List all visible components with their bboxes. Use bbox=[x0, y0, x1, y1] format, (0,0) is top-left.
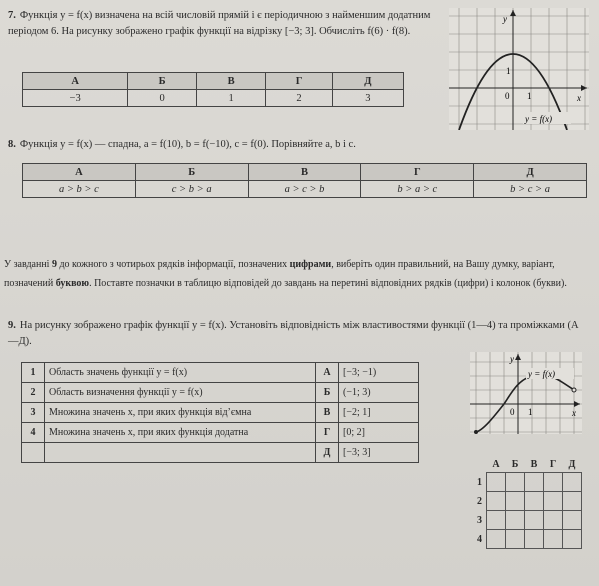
question-number: 9. bbox=[8, 320, 16, 331]
grid-cell[interactable] bbox=[525, 473, 544, 492]
option-letter: Б bbox=[316, 383, 339, 403]
grid-cell[interactable] bbox=[544, 492, 563, 511]
answer-header: Д bbox=[474, 164, 587, 181]
grid-col-header: Г bbox=[549, 458, 557, 470]
property-text: Область визначення функції y = f(x) bbox=[45, 383, 316, 403]
grid-col-header: А bbox=[492, 458, 500, 470]
answer-option[interactable]: c > b > a bbox=[135, 181, 248, 198]
instruction-part: до кожного з чотирьох рядків інформації, позначених bbox=[56, 259, 290, 270]
grid-cell[interactable] bbox=[525, 492, 544, 511]
grid-col-header: В bbox=[530, 458, 538, 470]
x-axis-label: x bbox=[577, 93, 581, 103]
unit-x-label: 1 bbox=[527, 91, 532, 101]
answer-header: Г bbox=[361, 164, 474, 181]
instruction-part: . Поставте позначки в таблицю відповідей до завдань на перетині відповідних рядків (цифри) і колонок (букви). bbox=[89, 278, 567, 289]
answer-option[interactable]: b > a > c bbox=[361, 181, 474, 198]
endpoint-open bbox=[572, 388, 576, 392]
question-9 bbox=[8, 318, 588, 350]
interval-text: (−1; 3) bbox=[339, 383, 419, 403]
answer-header: Б bbox=[128, 73, 197, 90]
answer-header: Г bbox=[266, 73, 332, 90]
grid-col-header: Д bbox=[568, 458, 576, 470]
unit-label: 1 bbox=[528, 407, 533, 417]
grid-row-header: 2 bbox=[477, 495, 482, 507]
question-number: 8. bbox=[8, 139, 16, 150]
grid-cell[interactable] bbox=[506, 492, 525, 511]
interval-text: [−2; 1] bbox=[339, 403, 419, 423]
instruction-bold: 9 bbox=[51, 259, 57, 270]
row-number bbox=[22, 443, 45, 463]
graph-q7 bbox=[449, 8, 589, 130]
answer-header: А bbox=[23, 164, 136, 181]
grid-cell[interactable] bbox=[563, 530, 582, 549]
grid-cell[interactable] bbox=[487, 473, 506, 492]
grid-cell[interactable] bbox=[544, 530, 563, 549]
question-text: Функція y = f(x) визначена на всій числовій прямій і є періодичною з найменшим додатним періодом 6. На рисунку зображено графік функції на відрізку [−3; 3]. Обчисліть f(6) · f(8). bbox=[8, 10, 431, 37]
answer-header: В bbox=[248, 164, 361, 181]
answer-option[interactable]: 0 bbox=[128, 90, 197, 107]
instruction-bold: цифрами bbox=[289, 259, 332, 270]
instruction-part: , виберіть один правильний, на Вашу думку, варіант, позначений bbox=[4, 259, 555, 289]
origin-label: 0 bbox=[505, 91, 510, 101]
grid-cell[interactable] bbox=[487, 511, 506, 530]
grid-row-header: 4 bbox=[477, 533, 482, 545]
answer-option[interactable]: 2 bbox=[266, 90, 332, 107]
option-letter: А bbox=[316, 363, 339, 383]
grid-cell[interactable] bbox=[487, 530, 506, 549]
endpoint-filled bbox=[474, 430, 478, 434]
interval-text: [−3; 3] bbox=[339, 443, 419, 463]
row-number: 4 bbox=[22, 423, 45, 443]
instruction-bold: буквою bbox=[55, 278, 90, 289]
function-label: y = f(x) bbox=[528, 369, 556, 379]
property-text: Множина значень x, при яких функція від’ємна bbox=[45, 403, 316, 423]
answer-table-q7 bbox=[22, 72, 404, 107]
option-letter: Г bbox=[316, 423, 339, 443]
interval-text: [−3; −1) bbox=[339, 363, 419, 383]
grid-cell[interactable] bbox=[544, 473, 563, 492]
question-8 bbox=[8, 137, 568, 153]
grid-cell[interactable] bbox=[563, 473, 582, 492]
answer-header: А bbox=[23, 73, 128, 90]
question-text: Функція y = f(x) — спадна, a = f(10), b = f(−10), c = f(0). Порівняйте a, b і c. bbox=[19, 139, 356, 150]
matching-table-q9 bbox=[21, 362, 419, 463]
option-letter: В bbox=[316, 403, 339, 423]
option-letter: Д bbox=[316, 443, 339, 463]
answer-option[interactable]: 3 bbox=[332, 90, 403, 107]
grid-cell[interactable] bbox=[563, 511, 582, 530]
grid-row-header: 3 bbox=[477, 514, 482, 526]
answer-header: Д bbox=[332, 73, 403, 90]
question-7 bbox=[8, 8, 440, 40]
row-number: 2 bbox=[22, 383, 45, 403]
origin-label: 0 bbox=[510, 407, 515, 417]
grid-cell[interactable] bbox=[487, 492, 506, 511]
property-text bbox=[45, 443, 316, 463]
x-axis-label: x bbox=[572, 408, 576, 418]
grid-cell[interactable] bbox=[563, 492, 582, 511]
grid-cell[interactable] bbox=[544, 511, 563, 530]
grid-cell[interactable] bbox=[506, 511, 525, 530]
answer-table-q8 bbox=[22, 163, 587, 198]
grid-cell[interactable] bbox=[506, 530, 525, 549]
answer-grid-q9 bbox=[464, 456, 582, 549]
question-text: На рисунку зображено графік функції y = f(x). Установіть відповідність між властивостями функції (1—4) та проміжками (А—Д). bbox=[8, 320, 579, 347]
instruction-part: У завданні bbox=[4, 259, 52, 270]
question-number: 7. bbox=[8, 10, 16, 21]
grid-cell[interactable] bbox=[506, 473, 525, 492]
answer-option[interactable]: a > c > b bbox=[248, 181, 361, 198]
graph-q9 bbox=[470, 352, 582, 434]
grid-row-header: 1 bbox=[477, 476, 482, 488]
function-label: y = f(x) bbox=[525, 114, 553, 124]
interval-text: [0; 2] bbox=[339, 423, 419, 443]
grid-col-header: Б bbox=[511, 458, 519, 470]
answer-option[interactable]: a > b > c bbox=[23, 181, 136, 198]
answer-header: Б bbox=[135, 164, 248, 181]
grid-cell[interactable] bbox=[525, 511, 544, 530]
property-text: Множина значень x, при яких функція додатна bbox=[45, 423, 316, 443]
y-axis-label: y bbox=[510, 354, 514, 364]
grid-corner bbox=[464, 456, 487, 473]
answer-option[interactable]: b > c > a bbox=[474, 181, 587, 198]
answer-option[interactable]: 1 bbox=[197, 90, 266, 107]
y-axis-label: y bbox=[503, 14, 507, 24]
row-number: 1 bbox=[22, 363, 45, 383]
answer-option[interactable]: −3 bbox=[23, 90, 128, 107]
answer-header: В bbox=[197, 73, 266, 90]
row-number: 3 bbox=[22, 403, 45, 423]
property-text: Область значень функції y = f(x) bbox=[45, 363, 316, 383]
instruction-text bbox=[4, 255, 594, 293]
grid-cell[interactable] bbox=[525, 530, 544, 549]
unit-y-label: 1 bbox=[506, 66, 511, 76]
